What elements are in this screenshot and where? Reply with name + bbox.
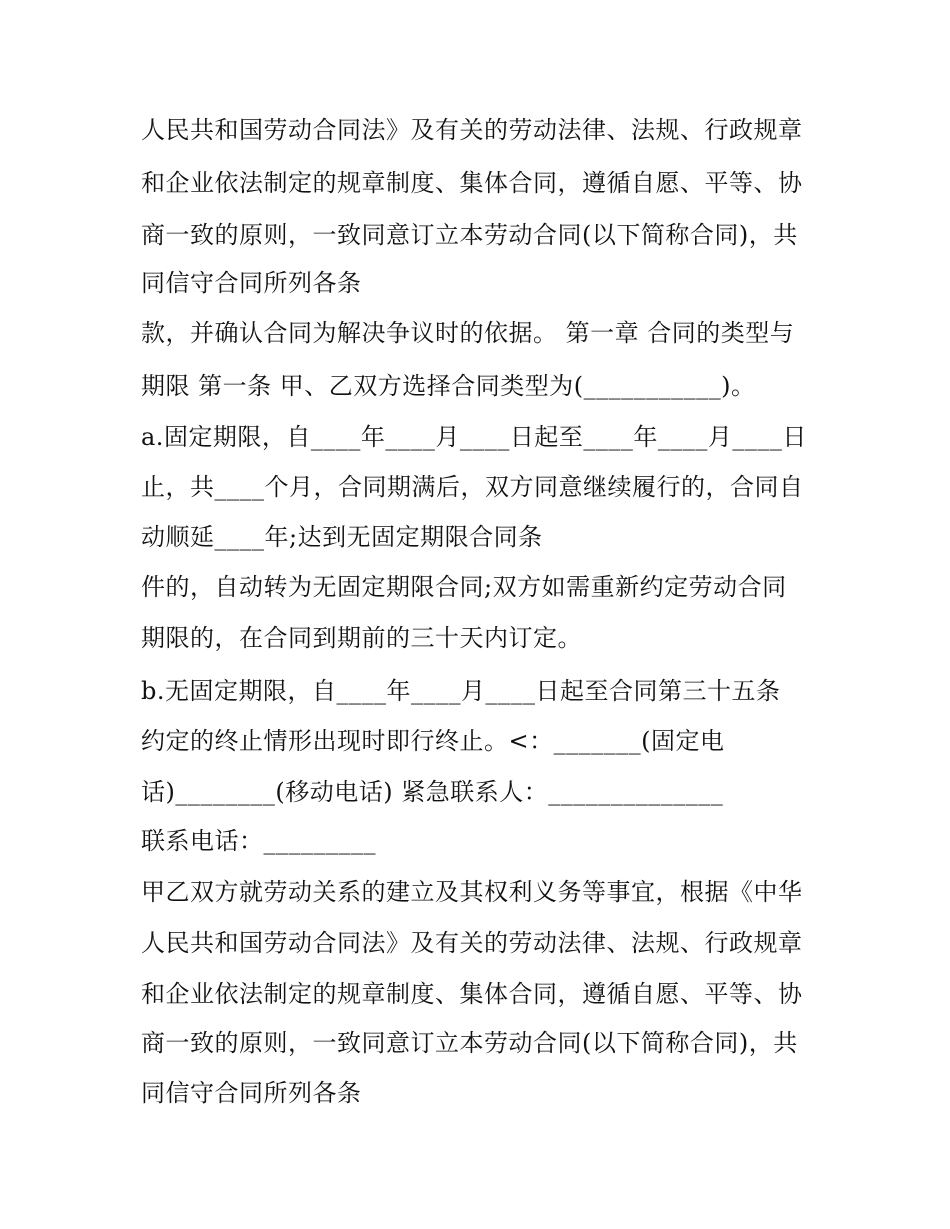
text-line: 件的，自动转为无固定期限合同;双方如需重新约定劳动合同: [141, 573, 787, 601]
text-line: 同信守合同所列各条: [141, 1079, 362, 1107]
text-line: 期限 第一条 甲、乙双方选择合同类型为(___________)。: [141, 372, 756, 400]
text-line: a.固定期限，自____年____月____日起至____年____月____日: [141, 423, 807, 451]
text-line: 人民共和国劳动合同法》及有关的劳动法律、法规、行政规章: [141, 116, 803, 144]
text-line: 和企业依法制定的规章制度、集体合同，遵循自愿、平等、协: [141, 980, 803, 1008]
text-line: 止，共____个月，合同期满后，双方同意继续履行的，合同自: [141, 473, 804, 501]
text-line: 款，并确认合同为解决争议时的依据。 第一章 合同的类型与: [141, 319, 795, 347]
text-line: 同信守合同所列各条: [141, 269, 362, 297]
text-line: 约定的终止情形出现时即行终止。<：_______(固定电: [141, 727, 725, 755]
text-line: 商一致的原则，一致同意订立本劳动合同(以下简称合同)，共: [141, 221, 798, 249]
text-line: 话)________(移动电话) 紧急联系人：______________: [141, 778, 724, 806]
text-line: 动顺延____年;达到无固定期限合同条: [141, 523, 543, 551]
text-line: 期限的，在合同到期前的三十天内订定。: [141, 624, 582, 652]
text-line: 商一致的原则，一致同意订立本劳动合同(以下简称合同)，共: [141, 1029, 798, 1057]
text-line: 和企业依法制定的规章制度、集体合同，遵循自愿、平等、协: [141, 169, 803, 197]
text-line: b.无固定期限，自____年____月____日起至合同第三十五条: [141, 677, 781, 705]
text-line: 甲乙双方就劳动关系的建立及其权利义务等事宜，根据《中华: [141, 878, 803, 906]
text-line: 人民共和国劳动合同法》及有关的劳动法律、法规、行政规章: [141, 929, 803, 957]
text-line: 联系电话：_________: [141, 827, 376, 855]
